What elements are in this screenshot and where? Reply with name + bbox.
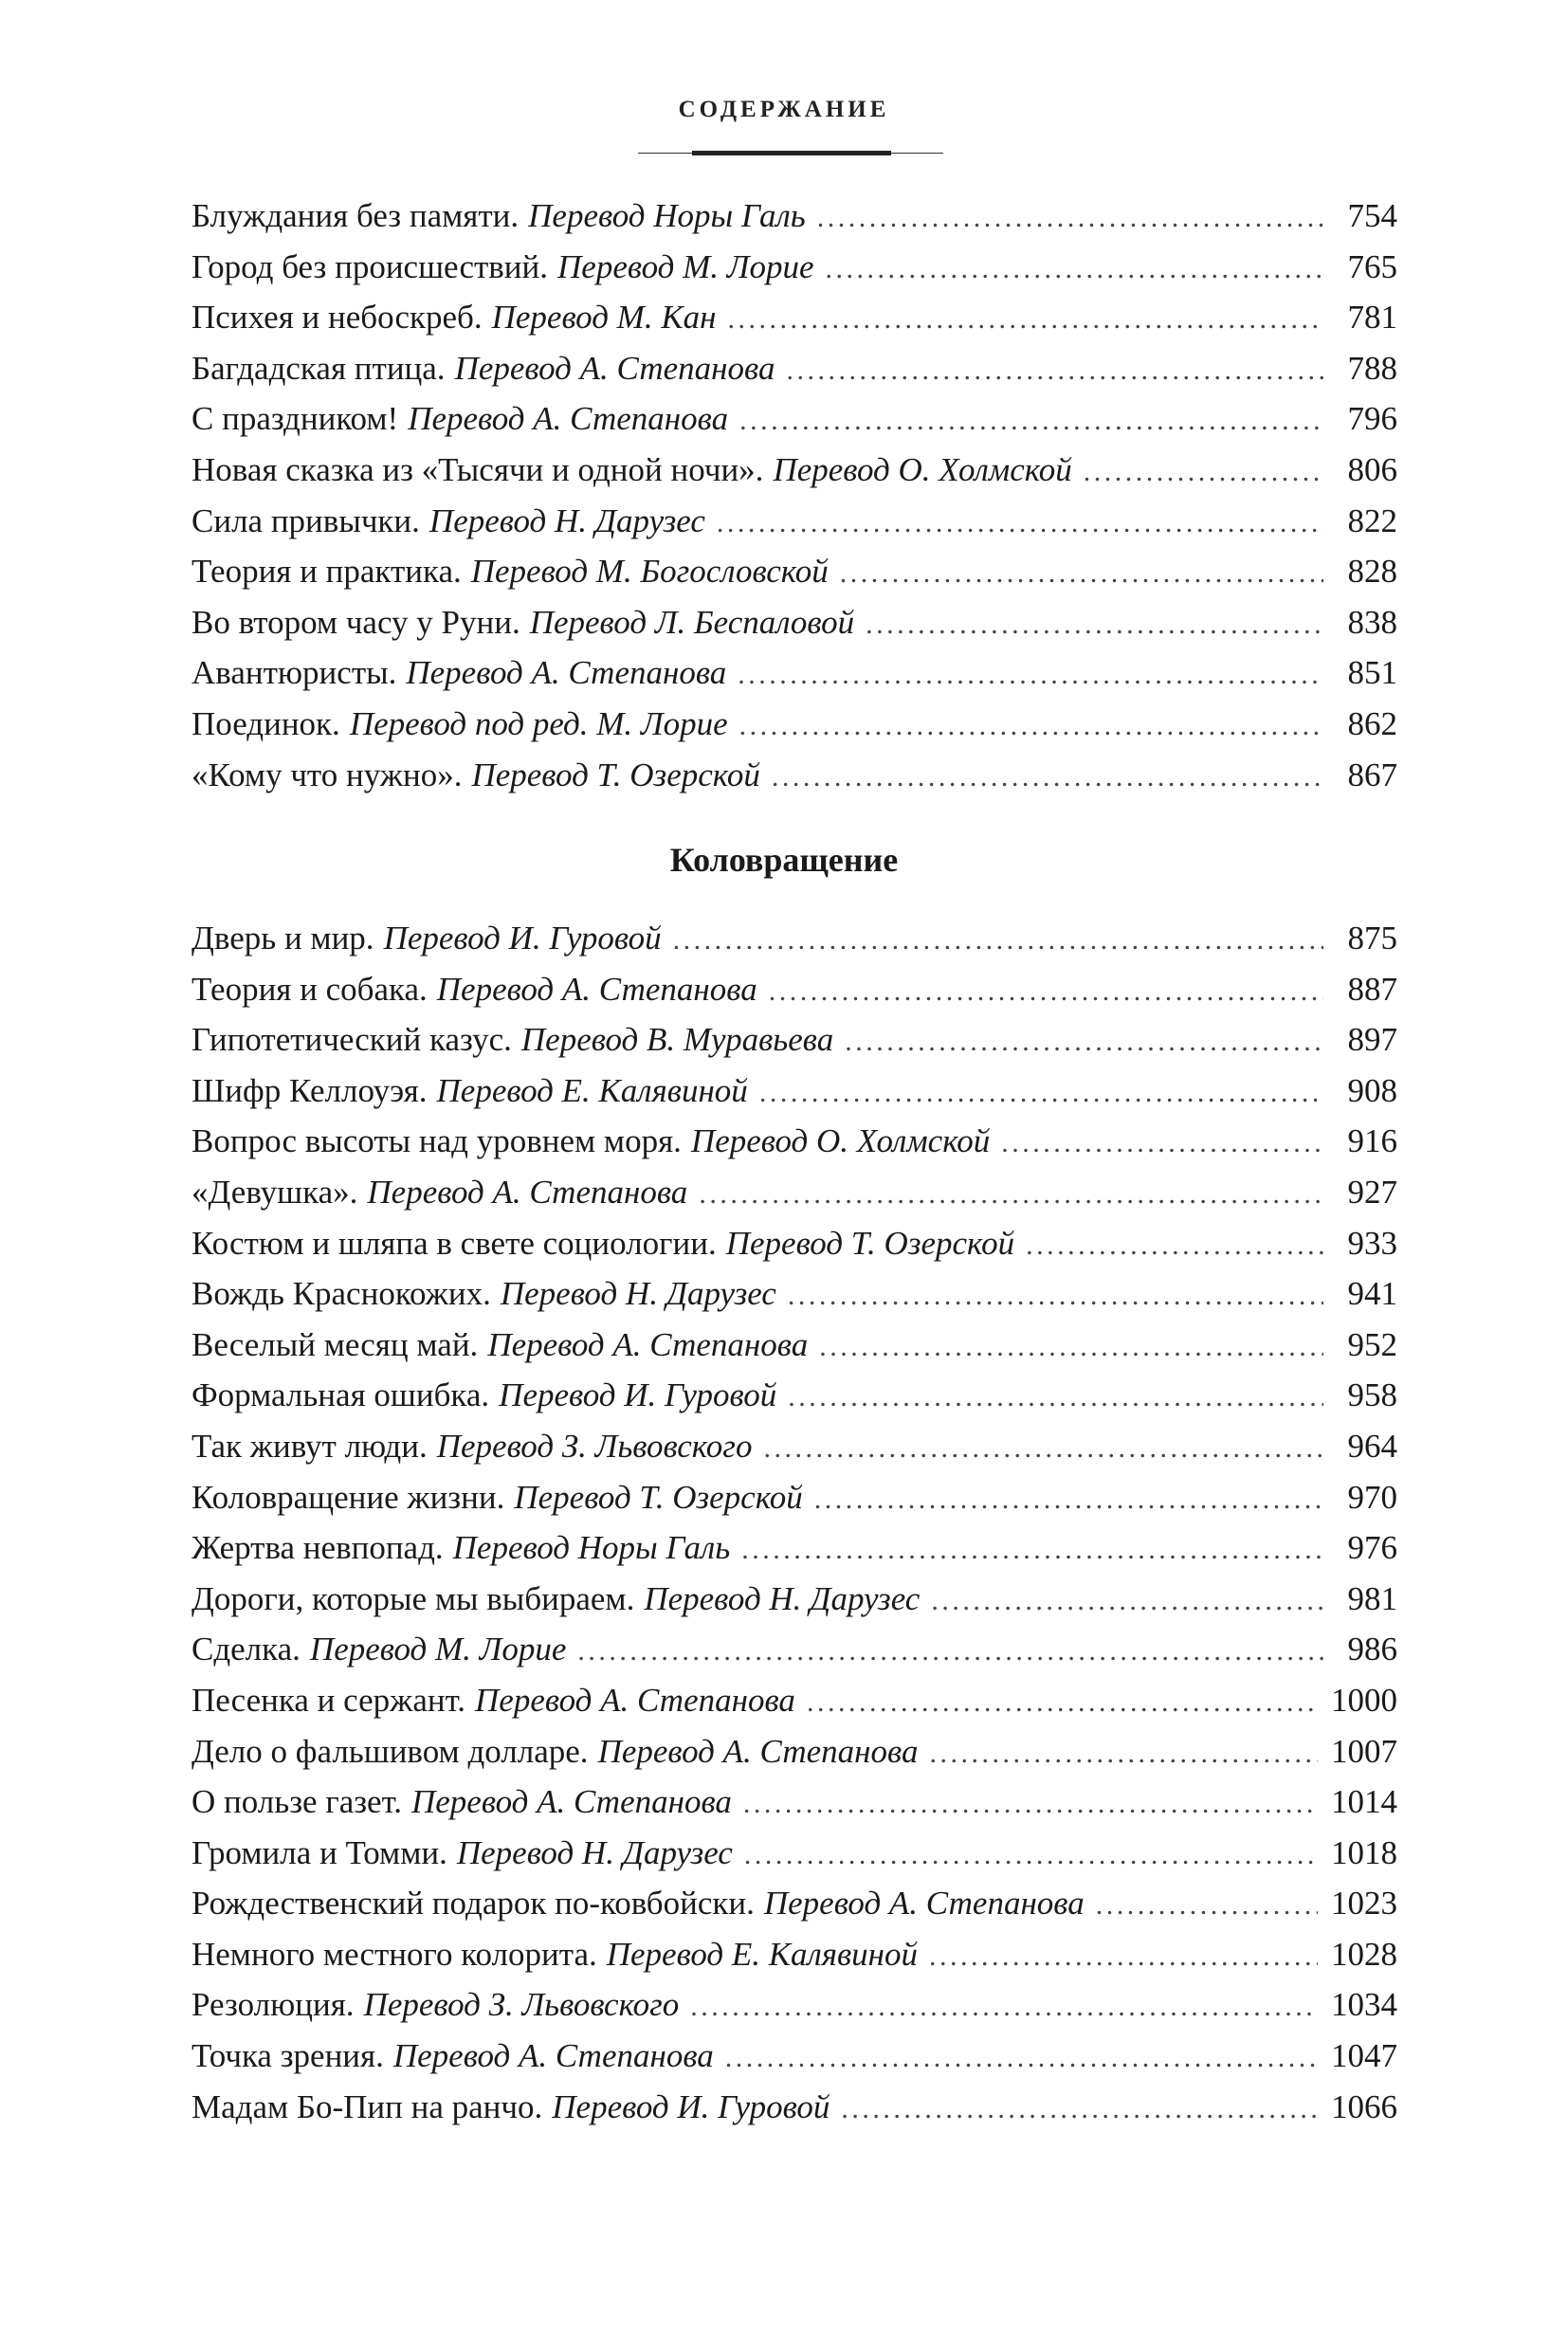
entry-title: Дело о фальшивом долларе. [191, 1732, 589, 1770]
entry-title: Громила и Томми. [191, 1833, 447, 1871]
dot-leader [1084, 447, 1323, 498]
dot-leader [690, 1981, 1318, 2032]
toc-entry [191, 242, 1397, 293]
entry-title: Авантюристы. [191, 654, 397, 692]
toc-entry [191, 496, 1397, 547]
entry-translator: Перевод Е. Калявиной [436, 1071, 748, 1109]
toc-entry [191, 1828, 1397, 1879]
entry-translator: Перевод Л. Беспаловой [529, 603, 855, 641]
entry-translator: Перевод З. Львовского [363, 1986, 680, 2024]
entry-translator: Перевод М. Лорие [309, 1631, 567, 1668]
entry-title: Блуждания без памяти. [191, 197, 520, 234]
toc-entry [191, 913, 1397, 964]
entry-translator: Перевод Н. Дарузес [456, 1833, 733, 1871]
entry-title: Резолюция. [191, 1986, 355, 2024]
toc-entry [191, 1014, 1397, 1066]
dot-leader [929, 1931, 1318, 1982]
toc-entry [191, 343, 1397, 394]
entry-translator: Перевод Т. Озерской [514, 1478, 803, 1516]
dot-leader [807, 1677, 1318, 1728]
entry-title: Вождь Краснокожих. [191, 1275, 491, 1313]
entry-translator: Перевод А. Степанова [406, 654, 727, 692]
entry-title: «Кому что нужно». [191, 756, 463, 793]
dot-leader [866, 599, 1323, 650]
entry-title: Песенка и сержант. [191, 1681, 466, 1719]
toc-entry [191, 1370, 1397, 1421]
entry-title: Мадам Бо-Пип на ранчо. [191, 2087, 543, 2125]
entry-translator: Перевод Т. Озерской [471, 756, 760, 793]
entry-translator: Перевод О. Холмской [690, 1122, 991, 1160]
running-head: СОДЕРЖАНИЕ [678, 97, 890, 122]
toc-entry [191, 393, 1397, 445]
dot-leader [819, 1321, 1323, 1373]
entry-translator: Перевод Норы Галь [452, 1529, 731, 1567]
toc-entry [191, 1472, 1397, 1523]
toc-entry [191, 750, 1397, 801]
entry-title: Коловращение жизни. [191, 1478, 505, 1516]
entry-title: Психея и небоскреб. [191, 299, 483, 337]
entry-title: Сила привычки. [191, 501, 420, 539]
entry-translator: Перевод З. Львовского [436, 1427, 753, 1465]
entry-page-number: 976 [1347, 1529, 1397, 1567]
entry-translator: Перевод А. Степанова [436, 970, 757, 1008]
dot-leader [673, 915, 1323, 966]
entry-page-number: 867 [1347, 756, 1397, 793]
toc-section-1 [191, 191, 1397, 800]
entry-page-number: 908 [1347, 1071, 1397, 1109]
entry-page-number: 964 [1347, 1427, 1397, 1465]
entry-translator: Перевод И. Гуровой [383, 920, 662, 957]
dot-leader [1096, 1880, 1318, 1931]
toc-entry [191, 292, 1397, 343]
toc-entry [191, 1116, 1397, 1167]
toc-entry [191, 1268, 1397, 1320]
dot-leader [741, 1524, 1323, 1576]
entry-title: Жертва невпопад. [191, 1529, 444, 1567]
entry-title: Шифр Келлоуэя. [191, 1071, 428, 1109]
toc-entry [191, 546, 1397, 597]
entry-title: Формальная ошибка. [191, 1376, 490, 1414]
entry-page-number: 862 [1347, 704, 1397, 742]
entry-title: Вопрос высоты над уровнем моря. [191, 1122, 682, 1160]
toc-entry [191, 2082, 1397, 2133]
entry-translator: Перевод И. Гуровой [552, 2087, 830, 2125]
dot-leader [739, 701, 1323, 752]
entry-page-number: 1028 [1331, 1935, 1397, 1973]
entry-page-number: 958 [1347, 1376, 1397, 1414]
entry-title: Костюм и шляпа в свете социологии. [191, 1224, 717, 1262]
dot-leader [1001, 1118, 1323, 1169]
entry-translator: Перевод А. Степанова [487, 1325, 809, 1363]
entry-page-number: 941 [1347, 1275, 1397, 1313]
toc-entry [191, 1574, 1397, 1625]
toc-entry [191, 1726, 1397, 1777]
entry-translator: Перевод А. Степанова [408, 400, 729, 438]
entry-title: Сделка. [191, 1631, 301, 1668]
entry-translator: Перевод М. Богословской [470, 553, 829, 591]
dot-leader [788, 1372, 1323, 1423]
entry-page-number: 986 [1347, 1631, 1397, 1668]
dot-leader [763, 1423, 1323, 1474]
dot-leader [699, 1169, 1323, 1220]
entry-title: Багдадская птица. [191, 349, 446, 387]
entry-page-number: 927 [1347, 1173, 1397, 1211]
toc-entry [191, 1066, 1397, 1117]
dot-leader [772, 752, 1323, 803]
dot-leader [727, 294, 1323, 345]
entry-translator: Перевод Т. Озерской [725, 1224, 1015, 1262]
entry-page-number: 952 [1347, 1325, 1397, 1363]
entry-page-number: 970 [1347, 1478, 1397, 1516]
entry-title: Так живут люди. [191, 1427, 428, 1465]
dot-leader [739, 395, 1323, 447]
entry-page-number: 851 [1347, 654, 1397, 692]
entry-title: Город без происшествий. [191, 247, 549, 285]
dot-leader [738, 649, 1323, 701]
toc-entry [191, 1320, 1397, 1371]
entry-title: Рождественский подарок по-ковбойски. [191, 1885, 755, 1923]
entry-translator: Перевод А. Степанова [763, 1885, 1085, 1923]
entry-title: Поединок. [191, 704, 340, 742]
toc-entry [191, 1777, 1397, 1828]
entry-title: Дверь и мир. [191, 920, 374, 957]
entry-page-number: 754 [1347, 197, 1397, 234]
toc-entry [191, 964, 1397, 1015]
entry-translator: Перевод Е. Калявиной [606, 1935, 919, 1973]
entry-translator: Перевод А. Степанова [454, 349, 775, 387]
entry-page-number: 1023 [1331, 1885, 1397, 1923]
dot-leader [769, 966, 1323, 1017]
toc-entry [191, 1522, 1397, 1574]
entry-title: Теория и практика. [191, 553, 462, 591]
entry-page-number: 897 [1347, 1021, 1397, 1059]
toc-entry [191, 699, 1397, 750]
dot-leader [743, 1778, 1318, 1830]
dot-leader [717, 498, 1323, 549]
dot-leader [725, 2032, 1318, 2084]
dot-leader [929, 1728, 1318, 1779]
entry-page-number: 1007 [1331, 1732, 1397, 1770]
entry-translator: Перевод А. Степанова [411, 1783, 732, 1821]
entry-translator: Перевод Н. Дарузес [644, 1579, 921, 1617]
dot-leader [786, 345, 1323, 396]
toc-entry [191, 1218, 1397, 1269]
entry-page-number: 875 [1347, 920, 1397, 957]
entry-title: Веселый месяц май. [191, 1325, 479, 1363]
entry-page-number: 1066 [1331, 2087, 1397, 2125]
entry-translator: Перевод И. Гуровой [499, 1376, 777, 1414]
dot-leader [759, 1067, 1323, 1119]
entry-translator: Перевод В. Муравьева [520, 1021, 834, 1059]
toc-entry [191, 1421, 1397, 1472]
toc-entry [191, 191, 1397, 242]
entry-translator: Перевод Норы Галь [528, 197, 806, 234]
entry-translator: Перевод А. Степанова [367, 1173, 688, 1211]
toc-section-2 [191, 913, 1397, 2132]
entry-title: Новая сказка из «Тысячи и одной ночи». [191, 450, 764, 488]
entry-page-number: 828 [1347, 553, 1397, 591]
entry-page-number: 1000 [1331, 1681, 1397, 1719]
header-rule-accent [692, 151, 891, 155]
entry-title: Точка зрения. [191, 2037, 384, 2075]
entry-page-number: 1014 [1331, 1783, 1397, 1821]
entry-title: О пользе газет. [191, 1783, 402, 1821]
dot-leader [817, 192, 1323, 244]
entry-translator: Перевод под ред. М. Лорие [349, 704, 728, 742]
entry-title: С праздником! [191, 400, 399, 438]
toc-entry [191, 597, 1397, 648]
entry-page-number: 916 [1347, 1122, 1397, 1160]
dot-leader [841, 2084, 1318, 2135]
entry-title: Во втором часу у Руни. [191, 603, 520, 641]
toc-entry [191, 445, 1397, 496]
toc-entry [191, 1624, 1397, 1675]
entry-translator: Перевод О. Холмской [773, 450, 1072, 488]
entry-page-number: 806 [1347, 450, 1397, 488]
entry-translator: Перевод М. Кан [491, 299, 717, 337]
entry-page-number: 765 [1347, 247, 1397, 285]
section-heading: Коловращение [669, 841, 899, 879]
toc-entry [191, 1167, 1397, 1218]
entry-page-number: 1018 [1331, 1833, 1397, 1871]
entry-title: Дороги, которые мы выбираем. [191, 1579, 635, 1617]
entry-page-number: 796 [1347, 400, 1397, 438]
dot-leader [814, 1474, 1323, 1525]
toc-entry [191, 647, 1397, 699]
entry-translator: Перевод Н. Дарузес [500, 1275, 776, 1313]
toc-entry [191, 1675, 1397, 1726]
entry-title: Теория и собака. [191, 970, 428, 1008]
dot-leader [840, 548, 1323, 599]
entry-page-number: 1034 [1331, 1986, 1397, 2024]
entry-title: «Девушка». [191, 1173, 358, 1211]
entry-page-number: 1047 [1331, 2037, 1397, 2075]
dot-leader [1026, 1220, 1323, 1271]
entry-translator: Перевод А. Степанова [475, 1681, 795, 1719]
entry-page-number: 887 [1347, 970, 1397, 1008]
entry-page-number: 981 [1347, 1579, 1397, 1617]
dot-leader [931, 1576, 1323, 1627]
toc-entry [191, 1878, 1397, 1929]
entry-page-number: 838 [1347, 603, 1397, 641]
entry-page-number: 788 [1347, 349, 1397, 387]
entry-translator: Перевод А. Степанова [392, 2037, 714, 2075]
dot-leader [577, 1626, 1323, 1677]
toc-entry [191, 1929, 1397, 1980]
entry-title: Гипотетический казус. [191, 1021, 512, 1059]
entry-page-number: 933 [1347, 1224, 1397, 1262]
entry-translator: Перевод А. Степанова [597, 1732, 919, 1770]
dot-leader [825, 244, 1323, 295]
entry-page-number: 781 [1347, 299, 1397, 337]
toc-entry [191, 2031, 1397, 2082]
dot-leader [744, 1830, 1318, 1881]
entry-translator: Перевод М. Лорие [557, 247, 814, 285]
dot-leader [845, 1016, 1323, 1067]
entry-page-number: 822 [1347, 501, 1397, 539]
entry-title: Немного местного колорита. [191, 1935, 597, 1973]
dot-leader [788, 1270, 1323, 1321]
toc-entry [191, 1979, 1397, 2031]
entry-translator: Перевод Н. Дарузес [428, 501, 705, 539]
